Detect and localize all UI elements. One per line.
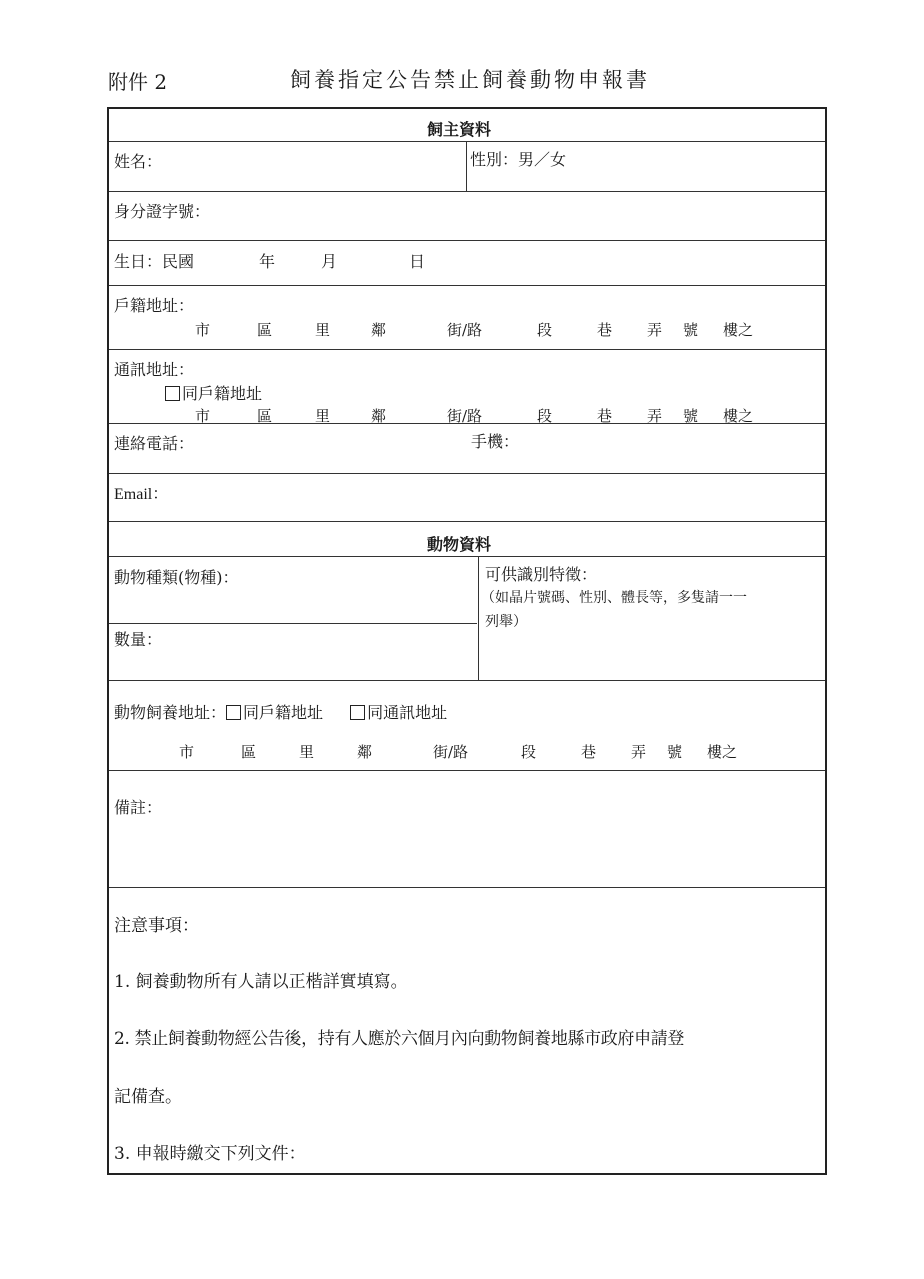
birthday-day-unit: 日 (409, 252, 426, 271)
addr-unit-alley: 弄 (647, 407, 663, 425)
same-as-mailing-label: 同通訊地址 (367, 703, 448, 722)
addr-unit-section: 段 (537, 407, 553, 425)
declaration-form (107, 107, 827, 1175)
addr-unit-district: 區 (257, 321, 273, 339)
household-address-field[interactable]: 戶籍地址： (114, 296, 195, 315)
addr-unit-village: 里 (299, 743, 315, 761)
addr-unit-district: 區 (257, 407, 273, 425)
document-title: 飼養指定公告禁止飼養動物申報書 (290, 68, 650, 92)
birthday-year-unit: 年 (259, 252, 276, 271)
keeping-address-label: 動物飼養地址： (114, 703, 227, 722)
addr-unit-neighborhood: 鄰 (371, 407, 387, 425)
addr-unit-street: 街/路 (433, 743, 469, 761)
addr-unit-district: 區 (241, 743, 257, 761)
same-as-household-checkbox[interactable] (226, 705, 241, 720)
same-as-household-checkbox[interactable] (165, 386, 180, 401)
addr-unit-city: 市 (179, 743, 195, 761)
birthday-prefix: 生日：民國 (114, 252, 195, 271)
addr-unit-floor: 樓之 (723, 407, 754, 425)
addr-unit-village: 里 (315, 321, 331, 339)
addr-unit-section: 段 (521, 743, 537, 761)
note-item-1: 1. 飼養動物所有人請以正楷詳實填寫。 (114, 972, 408, 992)
note-item-3: 3. 申報時繳交下列文件： (114, 1144, 306, 1164)
note-item-2-line2: 記備查。 (114, 1087, 182, 1107)
addr-unit-village: 里 (315, 407, 331, 425)
addr-unit-city: 市 (195, 321, 211, 339)
mobile-field[interactable]: 手機： (471, 432, 520, 451)
addr-unit-neighborhood: 鄰 (371, 321, 387, 339)
addr-unit-lane: 巷 (597, 407, 613, 425)
notes-title: 注意事項： (114, 916, 199, 936)
owner-section-title: 飼主資料 (427, 120, 492, 139)
addr-unit-number: 號 (667, 743, 683, 761)
features-hint-line2: 列舉） (485, 614, 527, 630)
mailing-same-as-household[interactable] (165, 381, 262, 404)
birthday-month-unit: 月 (321, 252, 338, 271)
gender-field[interactable]: 性別：男／女 (470, 150, 567, 169)
same-as-household-label: 同戶籍地址 (243, 703, 324, 722)
addr-unit-street: 街/路 (447, 407, 483, 425)
phone-field[interactable]: 連絡電話： (114, 434, 195, 453)
email-field[interactable]: Email： (114, 486, 169, 503)
same-as-mailing-checkbox[interactable] (350, 705, 365, 720)
attachment-label: 附件 2 (108, 70, 168, 94)
addr-unit-number: 號 (683, 321, 699, 339)
addr-unit-floor: 樓之 (723, 321, 754, 339)
id-number-field[interactable]: 身分證字號： (114, 202, 211, 221)
mailing-address-field[interactable]: 通訊地址： (114, 360, 195, 379)
addr-unit-alley: 弄 (647, 321, 663, 339)
note-item-2-line1: 2. 禁止飼養動物經公告後，持有人應於六個月內向動物飼養地縣市政府申請登 (114, 1029, 685, 1049)
name-field[interactable]: 姓名： (114, 152, 163, 171)
quantity-field[interactable]: 數量： (114, 630, 163, 649)
animal-section-title: 動物資料 (427, 535, 492, 554)
species-field[interactable]: 動物種類(物種)： (114, 568, 239, 587)
addr-unit-lane: 巷 (597, 321, 613, 339)
keeping-address-field[interactable] (114, 700, 447, 723)
addr-unit-lane: 巷 (581, 743, 597, 761)
addr-unit-number: 號 (683, 407, 699, 425)
addr-unit-street: 街/路 (447, 321, 483, 339)
addr-unit-alley: 弄 (631, 743, 647, 761)
addr-unit-floor: 樓之 (707, 743, 738, 761)
same-as-household-label: 同戶籍地址 (182, 384, 263, 403)
features-hint-line1: （如晶片號碼、性別、體長等，多隻請一一 (481, 590, 747, 606)
addr-unit-section: 段 (537, 321, 553, 339)
addr-unit-city: 市 (195, 407, 211, 425)
features-field[interactable]: 可供識別特徵： (485, 565, 598, 584)
addr-unit-neighborhood: 鄰 (357, 743, 373, 761)
remarks-field[interactable]: 備註： (114, 798, 163, 817)
